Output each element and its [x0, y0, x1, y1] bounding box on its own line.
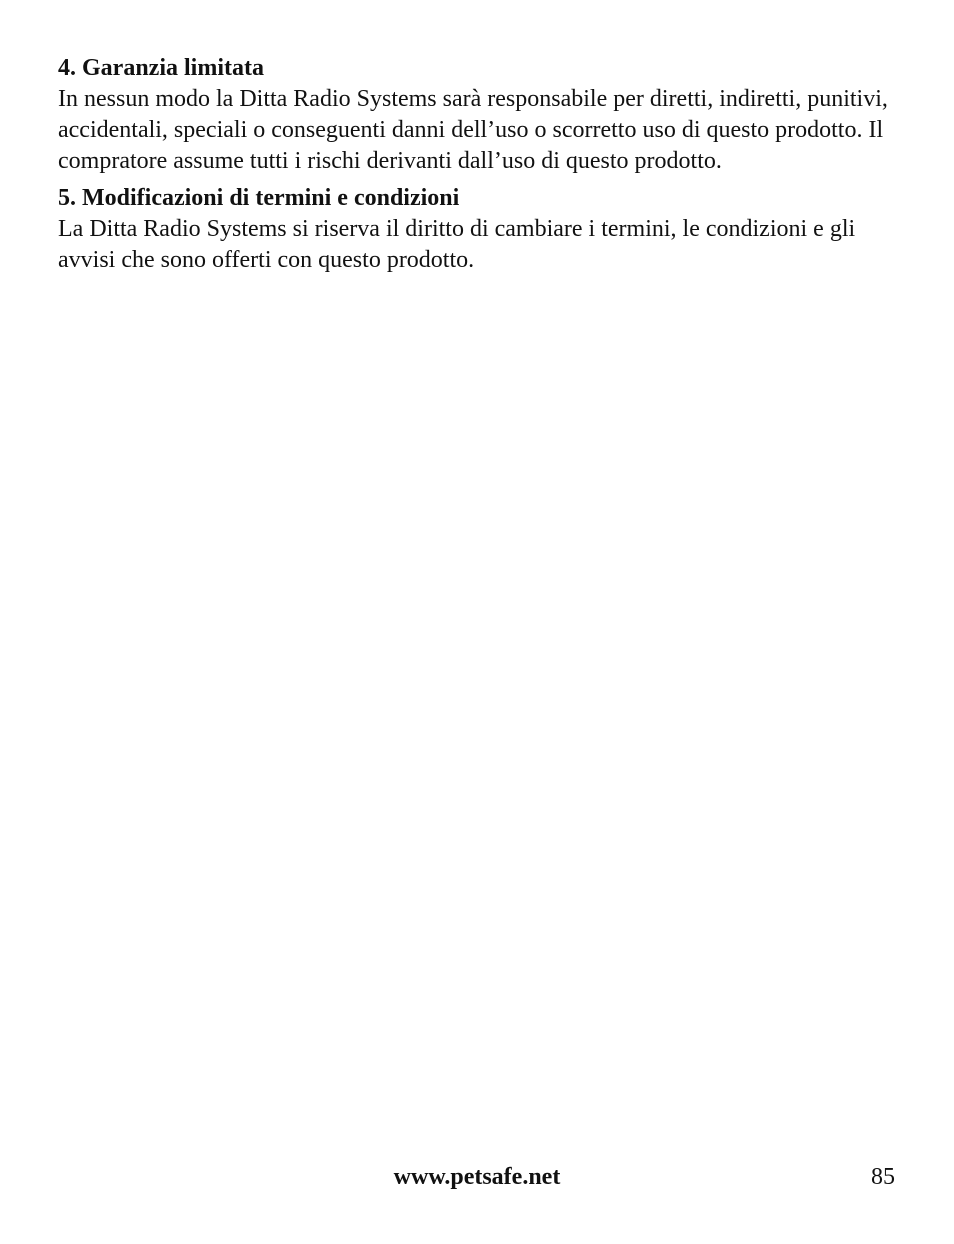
section-heading: 5. Modificazioni di termini e condizioni — [58, 185, 460, 211]
section-body: La Ditta Radio Systems si riserva il diritto di cambiare i termini, le condizioni e gli avvisi che sono offerti con questo prodotto. — [58, 216, 856, 273]
section-terms-modifications — [58, 183, 898, 276]
footer-website-url: www.petsafe.net — [393, 1164, 561, 1190]
page-content — [58, 53, 898, 276]
section-body: In nessun modo la Ditta Radio Systems sarà responsabile per diretti, indiretti, punitivi, accidentali, speciali o conseguenti danni dell’uso o scorretto uso di questo prodotto. Il compratore assume tutti i rischi derivanti dall’uso di questo prodotto. — [58, 86, 888, 174]
section-limited-warranty — [58, 53, 898, 177]
page-number: 85 — [871, 1164, 895, 1190]
section-heading: 4. Garanzia limitata — [58, 55, 264, 81]
